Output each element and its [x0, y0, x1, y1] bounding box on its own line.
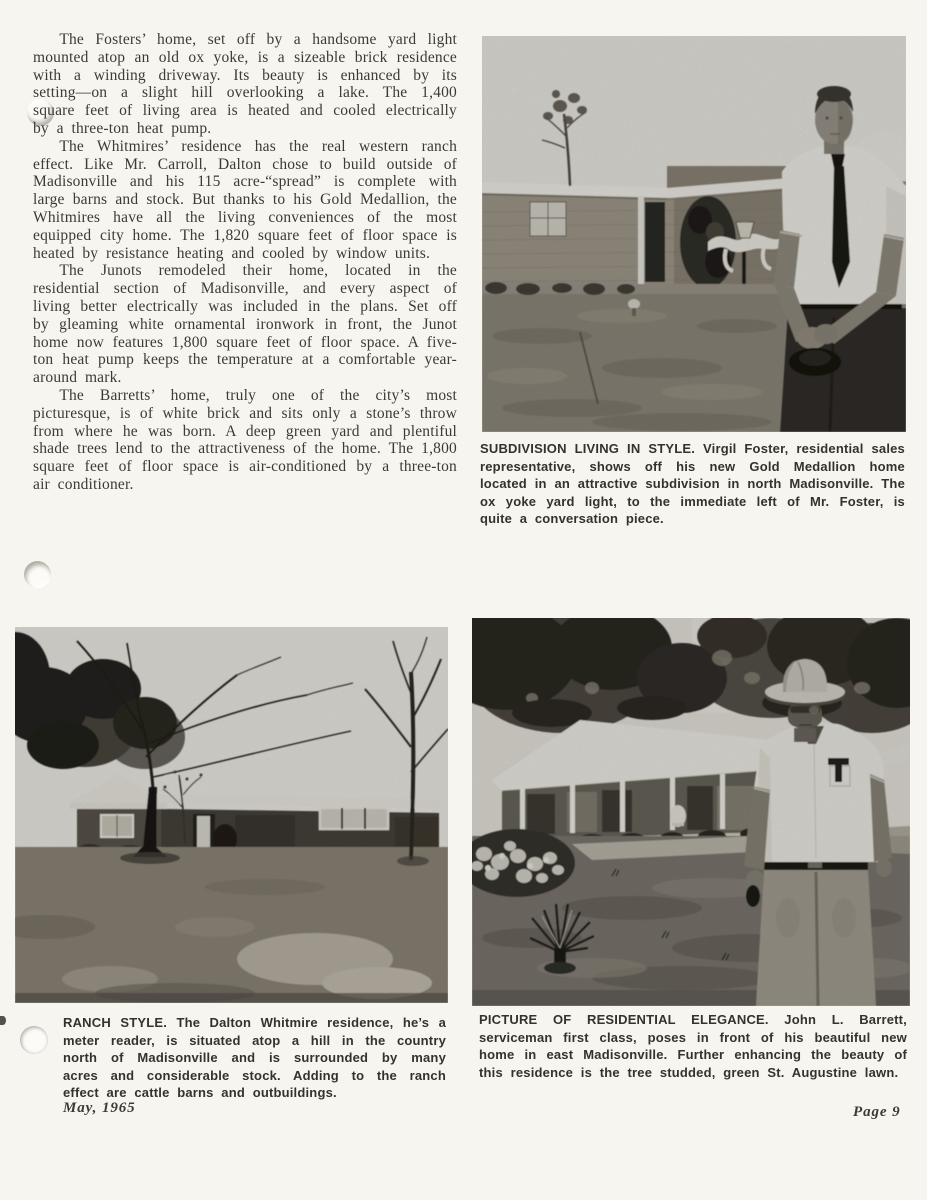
subdivision-photo-illustration	[482, 36, 906, 432]
caption-lead: RANCH STYLE.	[63, 1015, 168, 1030]
ranch-photo-illustration	[15, 627, 448, 1003]
paragraph-whitmires: The Whitmires’ residence has the real western ranch effect. Like Mr. Carroll, Dalton chose to build outside of Madisonville and his 115 acre-“spread” is complete with large barns and stock. But thanks to his Gold Medallion, the Whitmires have all the living conveniences of the most equipped city home. The 1,820 square feet of floor space is heated by resistance heating and cooled by window units.	[33, 137, 457, 262]
paragraph-fosters: The Fosters’ home, set off by a handsome yard light mounted atop an old ox yoke, is a sizeable brick residence with a winding driveway. Its beauty is enhanced by its setting—on a slight hill overlooking a lake. The 1,400 square feet of living area is heated and cooled electrically by a three-ton heat pump.	[33, 31, 457, 137]
caption-text: The Dalton Whitmire residence, he’s a meter reader, is situated atop a hill in the country north of Madisonville and is surrounded by many acres and considerable stock. Adding to the ranch effect are cattle barns and outbuildings.	[63, 1015, 446, 1101]
issue-date: May, 1965	[63, 1100, 136, 1116]
photo-elegance	[472, 618, 910, 1006]
photo-subdivision	[482, 36, 906, 432]
page-number: Page 9	[853, 1104, 901, 1120]
binder-hole	[20, 1026, 48, 1054]
caption-text: John L. Barrett, serviceman first class, poses in front of his beautiful new home in east Madisonville. Further enhancing the beauty of this residence is the tree studded, green St. Augustine lawn.	[479, 1012, 907, 1080]
photo-caption-ranch	[63, 1014, 446, 1102]
paragraph-barretts: The Barretts’ home, truly one of the city’s most picturesque, is of white brick and sits only a stone’s throw from where he was born. A deep green yard and plentiful shade trees lend to the attractiveness of the home. The 1,800 square feet of floor space is air-conditioned by a three-ton air conditioner.	[33, 386, 457, 493]
caption-lead: PICTURE OF RESIDENTIAL ELEGANCE.	[479, 1012, 769, 1027]
photo-caption-subdivision	[480, 440, 905, 528]
elegance-photo-illustration	[472, 618, 910, 1006]
article-text	[33, 31, 457, 494]
paragraph-junots: The Junots remodeled their home, located in the residential section of Madisonville, and every aspect of living better electrically was included in the plans. Set off by gleaming white ornamental ironwork in front, the Junot home now features 1,800 square feet of floor space. A five-ton heat pump keeps the temperature at a comfortable year-around mark.	[33, 262, 457, 387]
photo-ranch	[15, 627, 448, 1003]
binder-hole	[24, 561, 51, 588]
caption-lead: SUBDIVISION LIVING IN STYLE.	[480, 441, 696, 456]
page-edge-mark	[0, 1016, 6, 1025]
photo-caption-elegance	[479, 1011, 907, 1081]
caption-text: Virgil Foster, residential sales representative, shows off his new Gold Medallion home located in an attractive subdivision in north Madisonville. The ox yoke yard light, to the immediate left of Mr. Foster, is quite a conversation piece.	[480, 441, 905, 527]
